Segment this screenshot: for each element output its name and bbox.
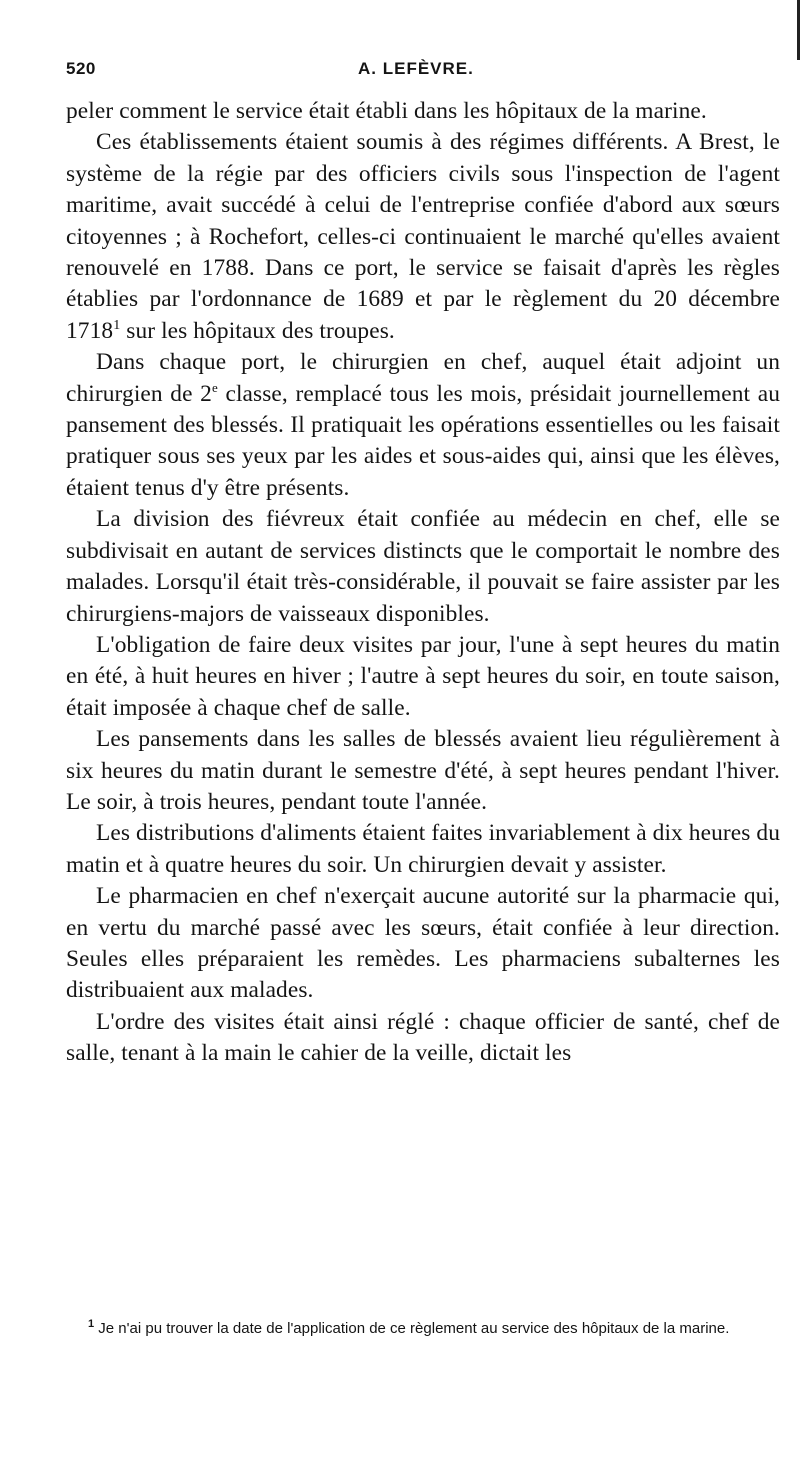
paragraph-text: Dans chaque port, le chirurgien en chef, auquel était adjoint un chirurgien de 2 (66, 349, 780, 407)
paragraph-text: Le pharmacien en chef n'exerçait aucune autorité sur la pharmacie qui, en vertu du marché passé avec les sœurs, était confiée à leur direction. Seules elles préparaient les remèdes. Les pharmaciens subalternes les distribuaient aux malades. (66, 883, 780, 1004)
footnote (66, 1318, 780, 1339)
paragraph-text: peler comment le service était établi dans les hôpitaux de la marine. (66, 98, 707, 124)
paragraph-text-continued: sur les hôpitaux des troupes. (120, 317, 395, 344)
footnote-text: Je n'ai pu trouver la date de l'application de ce règlement au service des hôpitaux de la marine. (98, 1320, 730, 1337)
paragraph-text: L'obligation de faire deux visites par jour, l'une à sept heures du matin en été, à huit heures en hiver ; l'autre à sept heures du soir, en toute saison, était imposée à chaque chef de salle. (66, 631, 780, 721)
paragraph (66, 347, 780, 504)
paragraph (66, 630, 780, 724)
page-number: 520 (66, 59, 96, 78)
paragraph (66, 818, 780, 881)
paragraph-text: Les pansements dans les salles de blessés avaient lieu régulièrement à six heures du matin durant le semestre d'été, à sept heures pendant l'hiver. Le soir, à trois heures, pendant toute l'année. (66, 726, 780, 815)
paragraph (66, 127, 780, 347)
author-heading: A. LEFÈVRE. (358, 59, 474, 78)
paragraph-text: Ces établissements étaient soumis à des régimes différents. A Brest, le système de la régie par des officiers civils sous l'inspection de l'agent maritime, avait succédé à celui de l'entreprise confiée d'abord aux sœurs citoyennes ; à Rochefort, celles-ci continuaient le marché qu'elles avaient renouvelé en 1788. Dans ce port, le service se faisait d'après les règles établies par l'ordonnance de 1689 et par le règlement du 20 décembre 1718 (66, 129, 780, 344)
body-text (66, 96, 780, 1070)
ordinal-superscript: e (211, 379, 218, 395)
footnote-reference: 1 (113, 318, 121, 334)
paragraph (66, 504, 780, 630)
paragraph-text: Les distributions d'aliments étaient faites invariablement à dix heures du matin et à quatre heures du soir. Un chirurgien devait y assister. (66, 820, 780, 878)
paragraph-continuation (66, 96, 780, 127)
paragraph-text-continued: classe, remplacé tous les mois, présidait journellement au pansement des blessés. Il pratiquait les opérations essentielles ou les faisait pratiquer sous ses yeux par les aides et sous-aides qui, ainsi que les élèves, étaient tenus d'y être présents. (66, 380, 781, 501)
running-header (66, 59, 780, 87)
footnote-paragraph (66, 1318, 780, 1339)
paragraph-text: La division des fiévreux était confiée au médecin en chef, elle se subdivisait en autant de services distincts que le comportait le nombre des malades. Lorsqu'il était très-considérable, il pouvait se faire assister par les chirurgiens-majors de vaisseaux disponibles. (66, 506, 780, 627)
paragraph (66, 724, 780, 818)
paragraph (66, 881, 780, 1007)
paragraph (66, 1007, 780, 1070)
footnote-mark: 1 (88, 1318, 95, 1330)
paragraph-text: L'ordre des visites était ainsi réglé : chaque officier de santé, chef de salle, tenant à la main le cahier de la veille, dictait les (66, 1008, 780, 1067)
